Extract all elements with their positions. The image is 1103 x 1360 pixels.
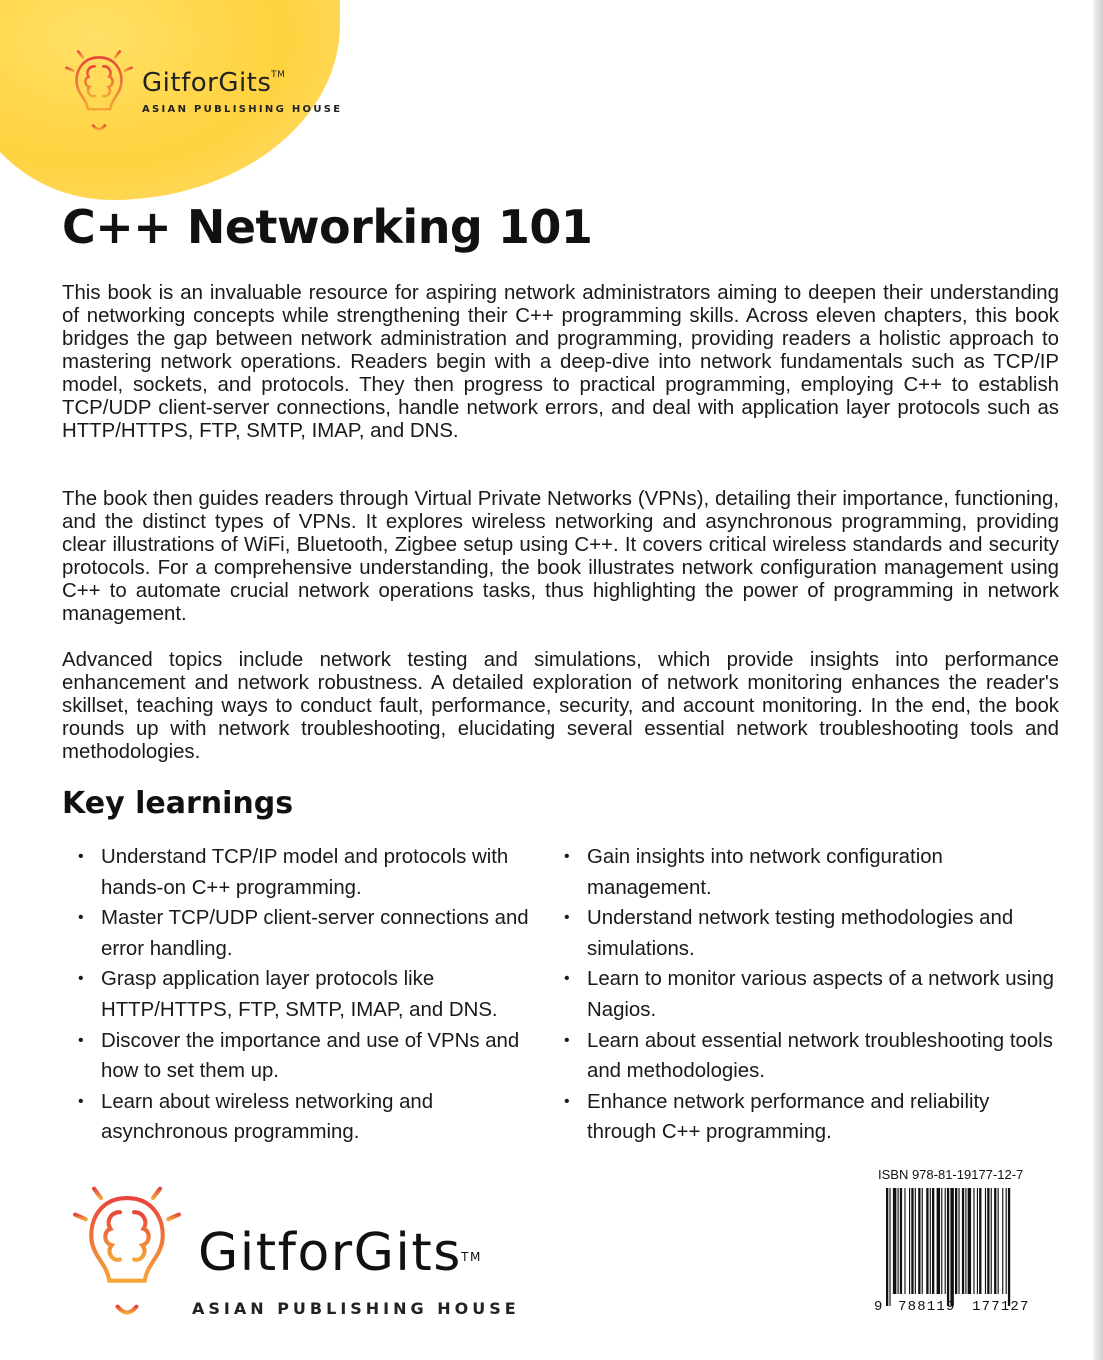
barcode-bar: [973, 1188, 974, 1294]
isbn-label: ISBN 978-81-19177-12-7: [878, 1167, 1024, 1182]
key-learnings-list-right: [564, 842, 1064, 1148]
key-learning-item: • Understand TCP/IP model and protocols with hands-on C++ programming.: [78, 842, 554, 903]
barcode-bar: [979, 1188, 981, 1294]
bullet-icon: •: [78, 970, 84, 988]
publisher-subtitle-large: ASIAN PUBLISHING HOUSE: [192, 1299, 520, 1318]
trademark-mark: TM: [271, 69, 286, 80]
barcode-bar: [909, 1188, 910, 1294]
barcode-bar: [947, 1188, 949, 1306]
bullet-icon: •: [78, 1031, 84, 1049]
barcode-bar: [994, 1188, 996, 1294]
barcode-bar: [922, 1188, 923, 1294]
publisher-logo-bottom: [68, 1175, 520, 1325]
barcode-bar: [1008, 1188, 1010, 1306]
key-learning-item: • Enhance network performance and reliability through C++ programming.: [564, 1087, 1064, 1148]
barcode-bar: [962, 1188, 964, 1294]
publisher-logo-top: [62, 44, 342, 136]
key-learning-item: • Learn to monitor various aspects of a network using Nagios.: [564, 964, 1064, 1025]
barcode-bar: [930, 1188, 931, 1294]
barcode-bar: [985, 1188, 986, 1294]
key-learning-item: • Master TCP/UDP client-server connections and error handling.: [78, 903, 554, 964]
brain-lightbulb-icon: [68, 1175, 186, 1325]
barcode-bar: [886, 1188, 888, 1306]
barcode-bar: [998, 1188, 999, 1294]
barcode-bar: [941, 1188, 942, 1294]
key-learning-item: • Grasp application layer protocols like HTTP/HTTPS, FTP, SMTP, IMAP, and DNS.: [78, 964, 554, 1025]
barcode-bar: [889, 1188, 890, 1306]
key-learning-item: • Learn about essential network troubleshooting tools and methodologies.: [564, 1026, 1064, 1087]
barcode-bar: [950, 1188, 953, 1306]
barcode-digits-left: 788119: [898, 1299, 956, 1314]
barcode-bar: [893, 1188, 896, 1294]
brain-lightbulb-icon: [62, 44, 136, 136]
barcode-bar: [900, 1188, 902, 1294]
bullet-icon: •: [564, 848, 570, 865]
trademark-mark: TM: [461, 1250, 482, 1264]
barcode-bar: [987, 1188, 989, 1294]
key-learning-item: • Discover the importance and use of VPNs and how to set them up.: [78, 1026, 554, 1087]
bullet-icon: •: [78, 848, 84, 865]
bullet-icon: •: [564, 1031, 570, 1049]
barcode-bar: [968, 1188, 971, 1294]
key-learning-item: • Gain insights into network configuration management.: [564, 842, 1064, 903]
barcode-bar: [918, 1188, 920, 1294]
description-paragraph-2: The book then guides readers through Virtual Private Networks (VPNs), detailing their importance, functioning, and the distinct types of VPNs. It explores wireless networking and asynchronous programming, providing clear illustrations of WiFi, Bluetooth, Zigbee setup using C++. It covers critical wireless standards and security protocols. For a comprehensive understanding, the book illustrates network configuration management using C++ to automate crucial network operations tasks, thus highlighting the power of programming in network management.: [62, 488, 1059, 625]
description-paragraph-1: This book is an invaluable resource for aspiring network administrators aiming to deepen their understanding of networking concepts while strengthening their C++ programming skills. Across eleven chapters, this book bridges the gap between network administration and programming, providing readers a holistic approach to mastering network operations. Readers begin with a deep-dive into network fundamentals such as TCP/IP model, sockets, and protocols. They then progress to practical programming, employing C++ to establish TCP/UDP client-server connections, handle network errors, and deal with application layer protocols such as HTTP/HTTPS, FTP, SMTP, IMAP, and DNS.: [62, 282, 1059, 442]
barcode-bar: [977, 1188, 978, 1294]
key-learning-item: • Learn about wireless networking and asynchronous programming.: [78, 1087, 554, 1148]
key-learnings-list-left: [78, 842, 554, 1148]
barcode-bar: [932, 1188, 934, 1294]
barcode-bar: [965, 1188, 966, 1294]
barcode-bar: [1002, 1188, 1003, 1294]
barcode-bar: [911, 1188, 913, 1294]
publisher-brand-large: GitforGits TM: [198, 1223, 482, 1283]
description-paragraph-3: Advanced topics include network testing and simulations, which provide insights into performance enhancement and network robustness. A detailed exploration of network monitoring enhances the reader's skillset, teaching ways to conduct fault, performance, security, and account monitoring. In the end, the book rounds up with network troubleshooting, elucidating several essential network troubleshooting tools and methodologies.: [62, 649, 1059, 763]
barcode-bar: [955, 1188, 957, 1294]
key-learnings-heading: Key learnings: [62, 786, 294, 821]
key-learning-item: • Understand network testing methodologies and simulations.: [564, 903, 1064, 964]
barcode-bar: [915, 1188, 916, 1294]
barcode-bar: [991, 1188, 992, 1294]
barcode-bar: [1006, 1188, 1007, 1294]
barcode-lead-digit: 9: [874, 1299, 883, 1314]
barcode-bar: [926, 1188, 928, 1294]
barcode-bar: [937, 1188, 940, 1294]
bullet-icon: •: [564, 1092, 570, 1110]
barcode-digits-right: 177127: [972, 1299, 1030, 1314]
page-edge: [1093, 0, 1103, 1360]
barcode-bar: [898, 1188, 899, 1294]
barcode-bar: [958, 1188, 959, 1294]
bullet-icon: •: [564, 909, 570, 927]
barcode-bar: [904, 1188, 905, 1294]
book-title: C++ Networking 101: [62, 200, 593, 254]
bullet-icon: •: [78, 1092, 84, 1110]
barcode-icon: [872, 1186, 1048, 1314]
publisher-subtitle: ASIAN PUBLISHING HOUSE: [142, 103, 343, 115]
bullet-icon: •: [564, 970, 570, 988]
publisher-brand: GitforGits TM: [142, 67, 286, 98]
bullet-icon: •: [78, 909, 84, 927]
barcode-bar: [945, 1188, 946, 1294]
